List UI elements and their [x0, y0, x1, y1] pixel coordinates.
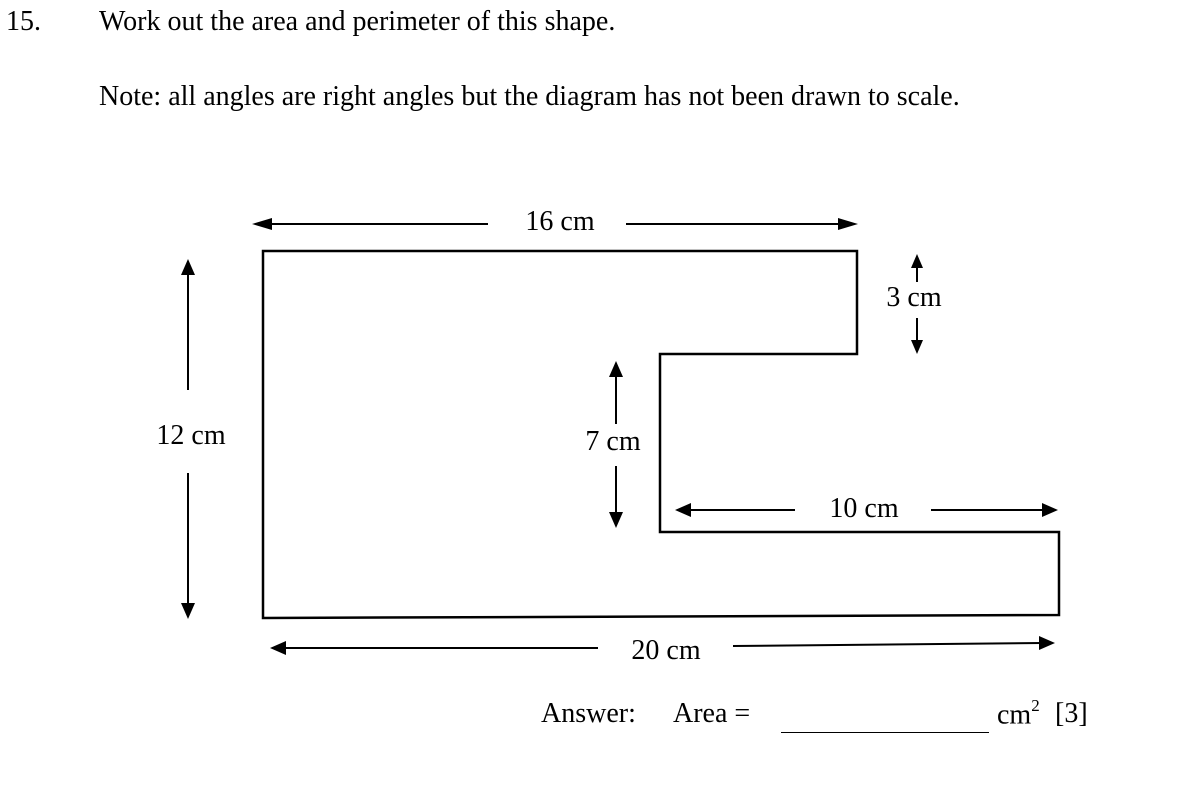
inner-bottom-label: 10 cm: [829, 493, 899, 524]
question-note: Note: all angles are right angles but the diagram has not been drawn to scale.: [99, 81, 960, 112]
bottom-length-label: 20 cm: [631, 635, 701, 666]
marks-label: [3]: [1055, 698, 1088, 729]
question-text: Work out the area and perimeter of this shape.: [99, 6, 616, 37]
unit-base: cm: [997, 699, 1032, 731]
top-length-label: 16 cm: [525, 206, 595, 237]
question-number: 15.: [6, 6, 41, 37]
answer-label: Answer:: [541, 698, 636, 729]
left-height-label: 12 cm: [156, 420, 226, 451]
area-label: Area =: [673, 698, 751, 729]
inner-height-label: 7 cm: [585, 426, 641, 457]
area-unit: [997, 698, 1040, 731]
unit-power: 2: [1031, 696, 1040, 715]
answer-blank-line[interactable]: [781, 732, 989, 733]
notch-height-label: 3 cm: [886, 282, 942, 313]
